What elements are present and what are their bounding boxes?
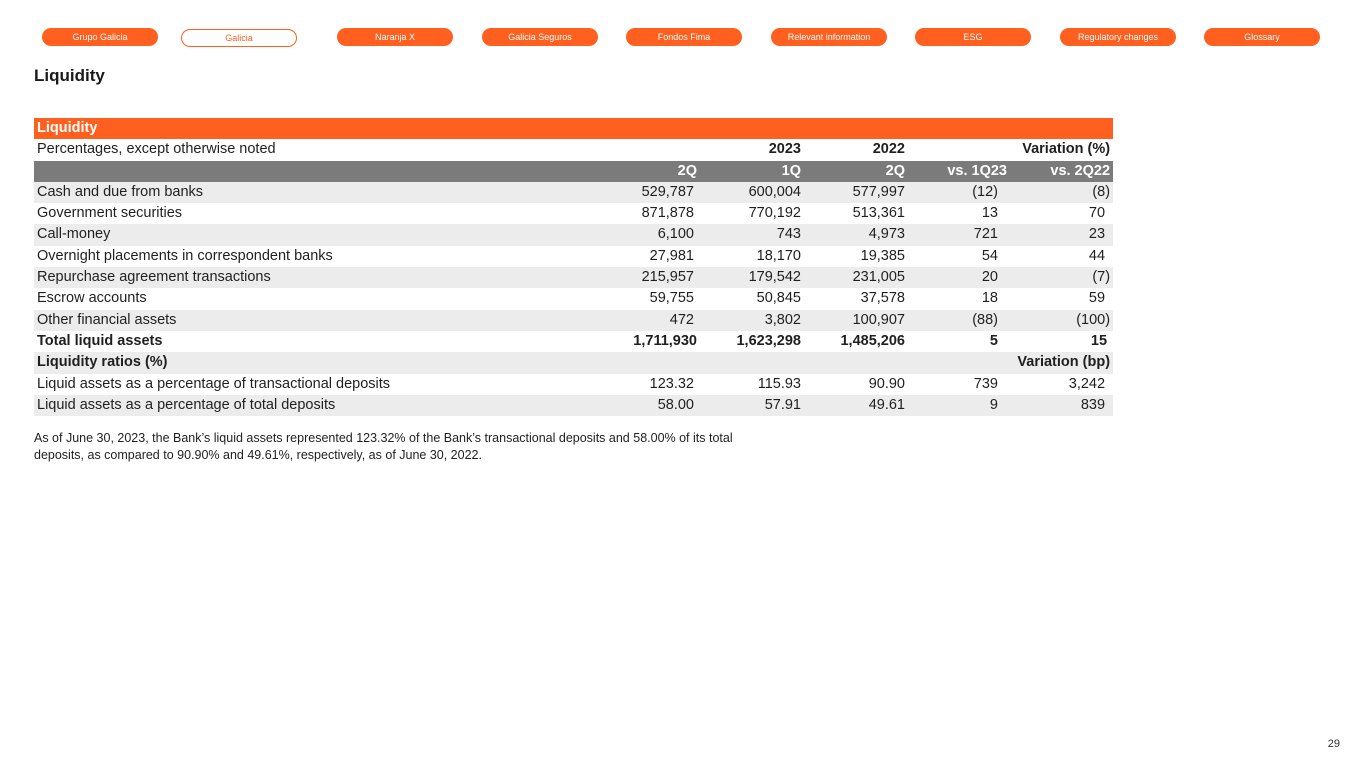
table-cell: 1,711,930: [633, 332, 697, 349]
row-label: Cash and due from banks: [34, 182, 620, 203]
column-header-row: [34, 161, 1113, 182]
table-cell: 13: [981, 205, 998, 222]
table-cell: 9: [908, 395, 1010, 416]
table-row: [34, 288, 1113, 309]
year-2023-label: 2023: [768, 141, 801, 158]
page-title: Liquidity: [34, 66, 105, 85]
column-header: 2Q: [620, 161, 700, 182]
table-cell: 1,485,206: [840, 332, 905, 349]
nav-glossary[interactable]: Glossary: [1204, 28, 1320, 46]
table-cell: 529,787: [620, 182, 700, 203]
table-cell: 20: [908, 267, 1010, 288]
footnote: As of June 30, 2023, the Bank’s liquid assets represented 123.32% of the Bank’s transactional deposits and 58.00% of its total deposits, as compared to 90.90% and 49.61%, respectively, as of June 30, 2022.: [34, 431, 733, 462]
total-label: Total liquid assets: [37, 332, 163, 349]
row-label: Government securities: [37, 205, 183, 222]
table-cell: 19,385: [860, 247, 905, 264]
table-cell: (88): [908, 310, 1010, 331]
ratios-header-row: [34, 352, 1113, 373]
table-cell: 721: [908, 224, 1010, 245]
table-cell: 513,361: [852, 205, 905, 222]
table-row: [34, 203, 1113, 224]
table-cell: 3,242: [1068, 375, 1106, 392]
table-cell: 100,907: [804, 310, 908, 331]
nav-fondos-fima[interactable]: Fondos Fima: [626, 28, 742, 46]
row-label: Liquid assets as a percentage of total deposits: [34, 395, 620, 416]
table-cell: 50,845: [756, 290, 801, 307]
variation-label: Variation (%): [1022, 141, 1111, 158]
ratios-label: Liquidity ratios (%): [34, 352, 620, 373]
table-cell: 18: [981, 290, 998, 307]
units-label: Percentages, except otherwise noted: [37, 141, 276, 158]
table-cell: (8): [1010, 182, 1113, 203]
table-row: [34, 310, 1113, 331]
row-label: Call-money: [34, 224, 620, 245]
table-cell: 770,192: [748, 205, 801, 222]
table-cell: 739: [973, 375, 998, 392]
table-cell: 44: [1088, 247, 1106, 264]
table-cell: 1,623,298: [736, 332, 801, 349]
table-row: [34, 374, 1113, 395]
top-navigation: [42, 28, 1322, 47]
nav-galicia-seguros[interactable]: Galicia Seguros: [482, 28, 598, 46]
table-cell: 4,973: [804, 224, 908, 245]
column-header: vs. 1Q23: [908, 161, 1010, 182]
table-cell: (12): [908, 182, 1010, 203]
table-row: [34, 395, 1113, 416]
table-cell: 5: [989, 332, 998, 349]
table-cell: 90.90: [868, 375, 905, 392]
table-cell: 70: [1088, 205, 1106, 222]
table-cell: 58.00: [620, 395, 700, 416]
total-row: [34, 331, 1113, 352]
table-title: Liquidity: [34, 118, 1113, 139]
table-cell: 57.91: [700, 395, 804, 416]
column-header: vs. 2Q22: [1010, 161, 1113, 182]
nav-esg[interactable]: ESG: [915, 28, 1031, 46]
page-number: 29: [1327, 738, 1340, 750]
table-cell: 839: [1010, 395, 1113, 416]
year-2022-label: 2022: [872, 141, 905, 158]
table-cell: 231,005: [804, 267, 908, 288]
table-cell: 59,755: [649, 290, 694, 307]
table-cell: (100): [1010, 310, 1113, 331]
nav-regulatory-changes[interactable]: Regulatory changes: [1060, 28, 1176, 46]
table-cell: 179,542: [700, 267, 804, 288]
table-row: [34, 267, 1113, 288]
table-cell: (7): [1010, 267, 1113, 288]
table-cell: 54: [981, 247, 998, 264]
nav-relevant-information[interactable]: Relevant information: [771, 28, 887, 46]
column-header: 2Q: [804, 161, 908, 182]
table-cell: 123.32: [649, 375, 694, 392]
table-row: [34, 224, 1113, 245]
table-cell: 3,802: [700, 310, 804, 331]
table-cell: 27,981: [649, 247, 694, 264]
table-cell: 215,957: [620, 267, 700, 288]
table-cell: 472: [620, 310, 700, 331]
nav-naranja-x[interactable]: Naranja X: [337, 28, 453, 46]
row-label: Escrow accounts: [37, 290, 147, 307]
table-row: [34, 182, 1113, 203]
table-cell: 37,578: [860, 290, 905, 307]
table-cell: 59: [1088, 290, 1106, 307]
liquidity-table: [34, 118, 1113, 416]
year-header-row: [34, 139, 1113, 160]
table-cell: 15: [1090, 332, 1108, 349]
table-cell: 871,878: [641, 205, 694, 222]
table-cell: 743: [700, 224, 804, 245]
nav-grupo-galicia[interactable]: Grupo Galicia: [42, 28, 158, 46]
table-cell: 577,997: [804, 182, 908, 203]
row-label: Other financial assets: [34, 310, 620, 331]
table-cell: 6,100: [620, 224, 700, 245]
table-title-row: [34, 118, 1113, 139]
nav-galicia[interactable]: Galicia: [181, 29, 297, 47]
column-header: 1Q: [700, 161, 804, 182]
row-label: Repurchase agreement transactions: [34, 267, 620, 288]
table-cell: 23: [1010, 224, 1113, 245]
variation-bp-label: Variation (bp): [908, 352, 1113, 373]
row-label: Overnight placements in correspondent banks: [37, 247, 333, 264]
row-label: Liquid assets as a percentage of transactional deposits: [37, 375, 391, 392]
table-cell: 18,170: [756, 247, 801, 264]
table-cell: 49.61: [804, 395, 908, 416]
table-row: [34, 246, 1113, 267]
table-cell: 115.93: [757, 375, 801, 392]
table-cell: 600,004: [700, 182, 804, 203]
